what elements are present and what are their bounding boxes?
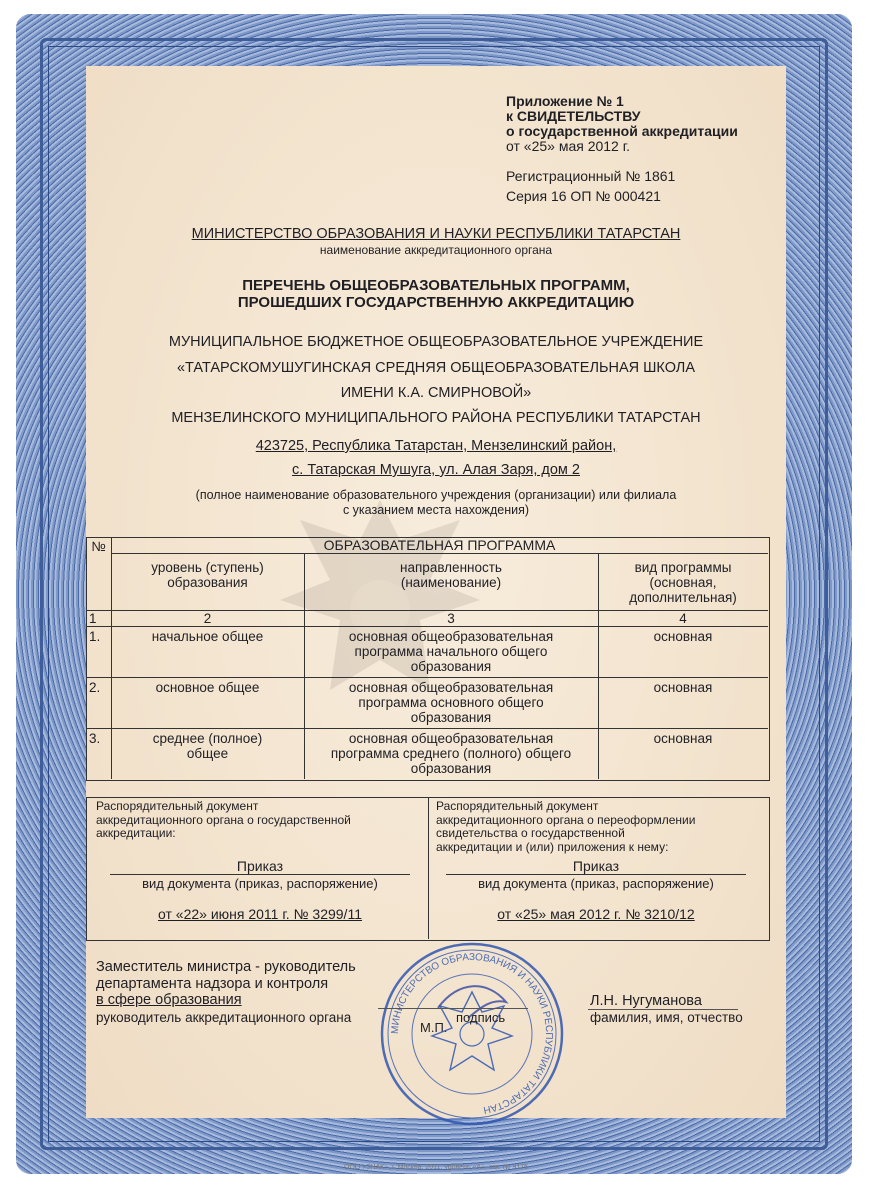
official-stamp-seal	[378, 940, 566, 1128]
school-address-line2: с. Татарская Мушуга, ул. Алая Заря, дом 2	[292, 462, 580, 478]
right-order-type-caption: вид документа (приказ, распоряжение)	[478, 876, 714, 891]
stamp-mp-label: М.П.	[420, 1020, 448, 1035]
index-cell-2: 2	[203, 611, 212, 626]
school-name-line1: МУНИЦИПАЛЬНОЕ БЮДЖЕТНОЕ ОБЩЕОБРАЗОВАТЕЛЬНОЕ УЧРЕЖДЕНИЕ	[168, 334, 704, 350]
school-address-line1: 423725, Республика Татарстан, Мензелинский район,	[255, 438, 617, 454]
row-number: 3.	[89, 731, 101, 746]
appendix-subject: о государственной аккредитации	[506, 123, 738, 139]
svg-text:МИНИСТЕРСТВО ОБРАЗОВАНИЯ И НАУ: МИН СТЕРСТВО ОБРАЗОВАНИЯ И НАУКИ РЕСПУБЛИКИ ТАТАРСТАН	[389, 951, 555, 1116]
series-number: Серия 16 ОП № 000421	[506, 188, 661, 204]
row-direction: основная общеобразовательная программа среднего (полного) общего образования	[330, 731, 572, 776]
signatory-name: Л.Н. Нугуманова	[590, 993, 702, 1009]
school-name-line4: МЕНЗЕЛИНСКОГО МУНИЦИПАЛЬНОГО РАЙОНА РЕСПУБЛИКИ ТАТАРСТАН	[171, 410, 701, 426]
program-group-header: ОБРАЗОВАТЕЛЬНАЯ ПРОГРАММА	[323, 537, 556, 553]
row-direction: основная общеобразовательная программа основного общего образования	[348, 680, 554, 725]
school-name-line3: ИМЕНИ К.А. СМИРНОВОЙ»	[340, 385, 532, 401]
row-direction: основная общеобразовательная программа начального общего образования	[348, 629, 554, 674]
appendix-title: Приложение № 1	[506, 93, 624, 109]
signatory-position-caption: руководитель аккредитационного органа	[96, 1010, 352, 1025]
list-title-line1: ПЕРЕЧЕНЬ ОБЩЕОБРАЗОВАТЕЛЬНЫХ ПРОГРАММ,	[242, 277, 630, 294]
signatory-name-caption: фамилия, имя, отчество	[590, 1010, 743, 1025]
left-order-date: от «22» июня 2011 г. № 3299/11	[158, 906, 362, 922]
appendix-to: к СВИДЕТЕЛЬСТВУ	[506, 108, 641, 124]
appendix-date: от «25» мая 2012 г.	[506, 138, 631, 154]
row-kind: основная	[653, 629, 713, 644]
school-caption-line2: с указанием места нахождения)	[342, 503, 530, 517]
col-number-header: №	[91, 539, 106, 554]
school-caption-line1: (полное наименование образовательного учреждения (организации) или филиала	[195, 488, 677, 502]
ministry-caption: наименование аккредитационного органа	[319, 243, 553, 257]
row-level: среднее (полное) общее	[152, 731, 263, 761]
right-order-type: Приказ	[572, 858, 620, 874]
row-number: 1.	[89, 629, 101, 644]
signature-caption: подпись	[456, 1010, 506, 1025]
col-level-header: уровень (ступень) образования	[151, 560, 264, 590]
school-name-line2: «ТАТАРСКОМУШУГИНСКАЯ СРЕДНЯЯ ОБЩЕОБРАЗОВАТЕЛЬНАЯ ШКОЛА	[176, 360, 695, 376]
left-order-description: Распорядительный документ аккредитационного органа о государственной аккредитации:	[96, 799, 351, 840]
registration-number: Регистрационный № 1861	[506, 168, 676, 184]
left-order-type-caption: вид документа (приказ, распоряжение)	[142, 876, 378, 891]
row-kind: основная	[653, 731, 713, 746]
row-level: начальное общее	[151, 629, 264, 644]
index-cell-4: 4	[679, 611, 687, 626]
index-cell-1: 1	[89, 611, 97, 626]
row-level: основное общее	[155, 680, 260, 695]
list-title-line2: ПРОШЕДШИХ ГОСУДАРСТВЕННУЮ АККРЕДИТАЦИЮ	[237, 294, 635, 311]
printer-footer: ООО «ЗНАК», г. Москва, 2011, уровень «А», зак. № 9176	[344, 1164, 528, 1171]
row-kind: основная	[653, 680, 713, 695]
right-order-description: Распорядительный документ аккредитационного органа о переоформлении свидетельства о государственной аккредитации и (или) приложения к нему:	[436, 799, 696, 854]
left-order-type: Приказ	[236, 858, 284, 874]
signatory-position: Заместитель министра - руководитель департамента надзора и контроля в сфере образования	[96, 959, 356, 1008]
index-cell-3: 3	[447, 611, 455, 626]
ministry-name: МИНИСТЕРСТВО ОБРАЗОВАНИЯ И НАУКИ РЕСПУБЛИКИ ТАТАРСТАН	[191, 226, 681, 242]
right-order-date: от «25» мая 2012 г. № 3210/12	[497, 906, 695, 922]
row-number: 2.	[89, 680, 101, 695]
col-direction-header: направленность (наименование)	[400, 560, 502, 590]
col-kind-header: вид программы (основная, дополнительная)	[629, 560, 737, 605]
